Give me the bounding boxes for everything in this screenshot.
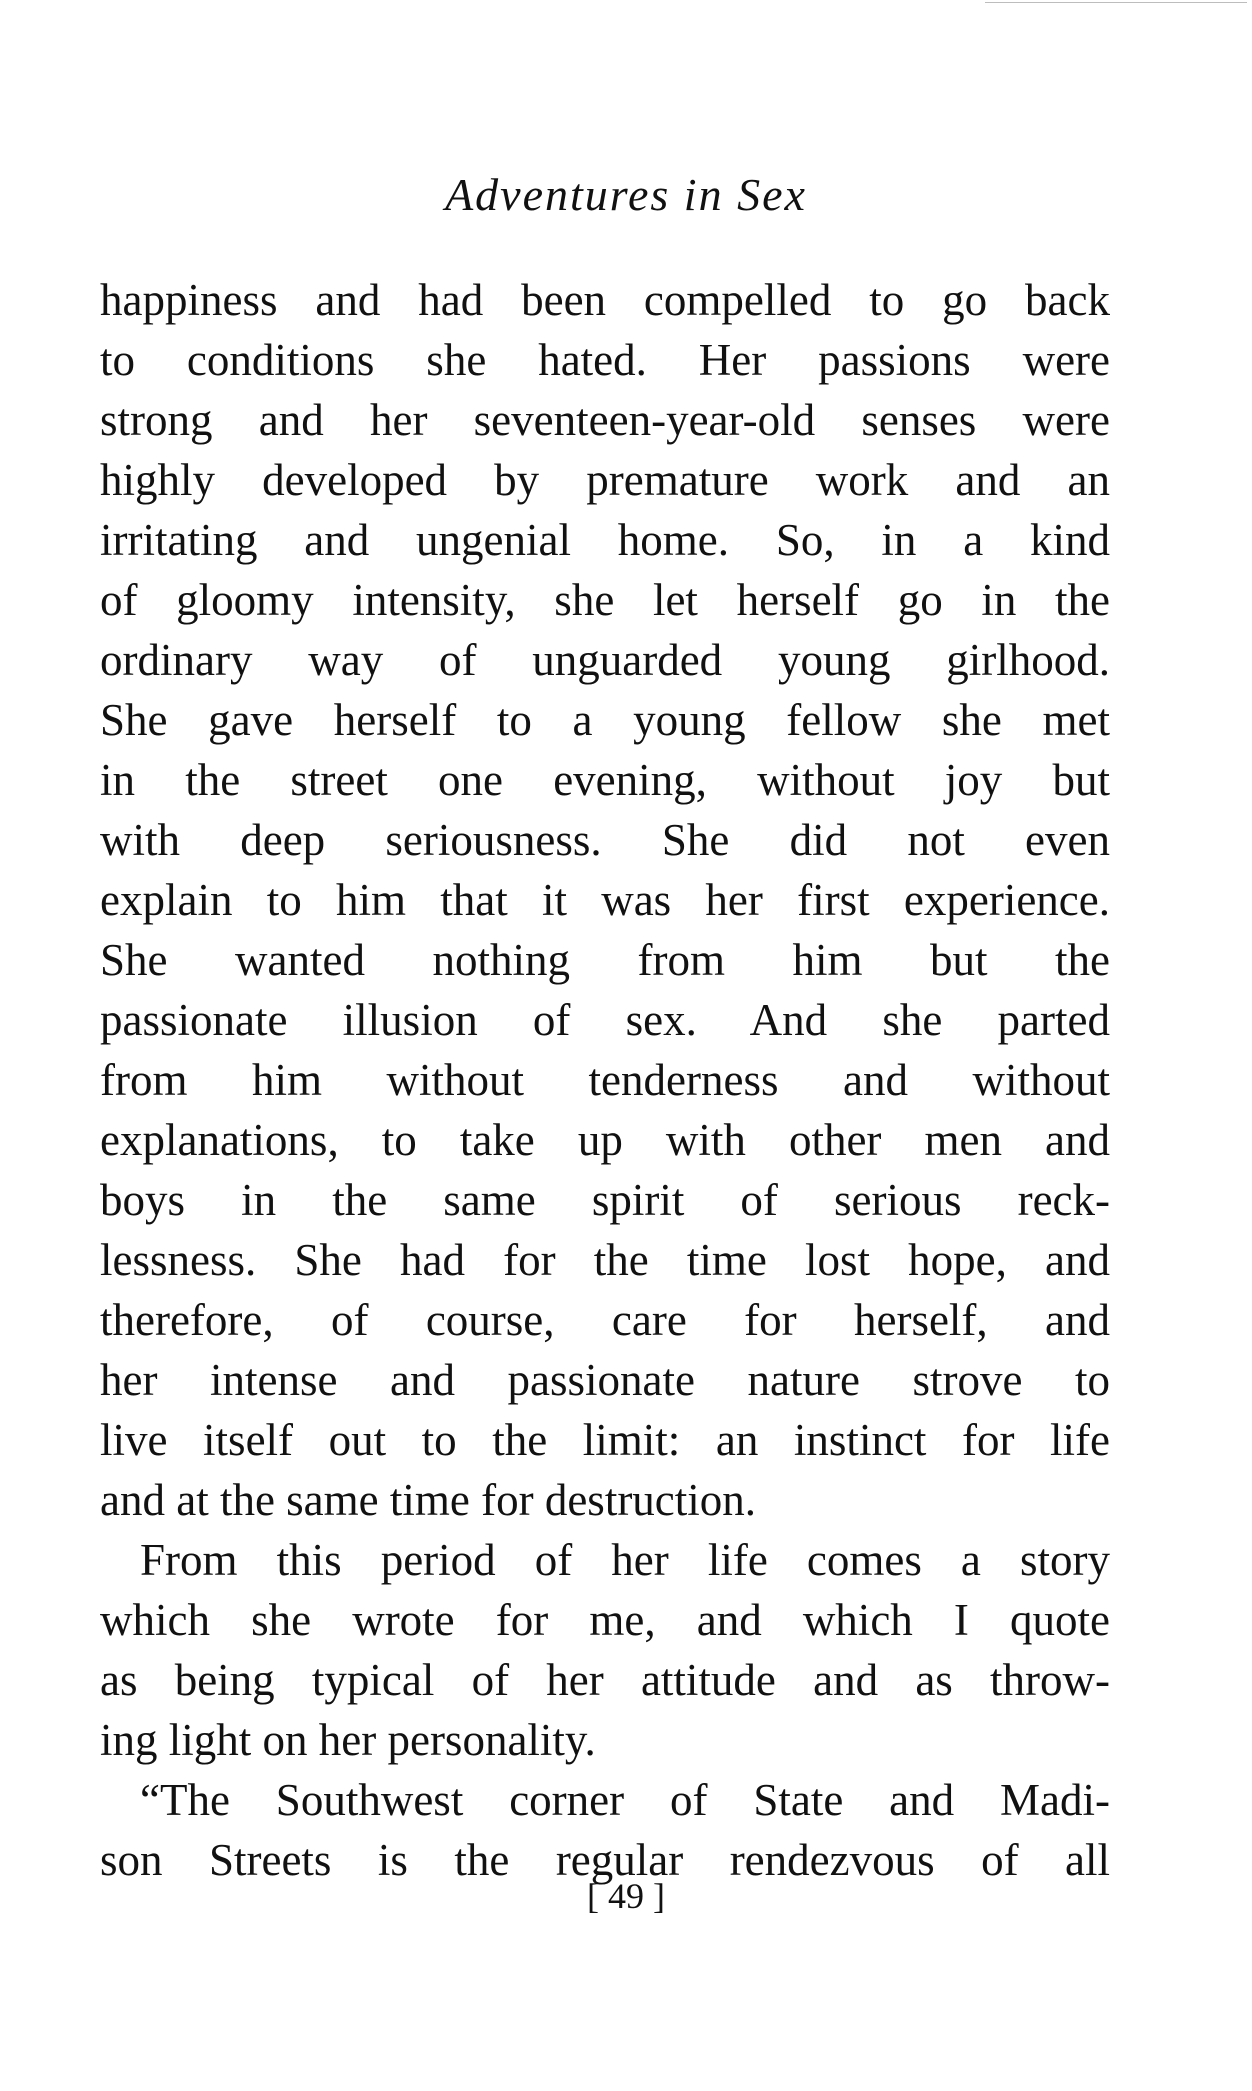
body-text <box>100 270 1110 1890</box>
text-line: explain to him that it was her first experience. <box>100 875 1110 925</box>
text-line: live itself out to the limit: an instinct for life <box>100 1415 1110 1465</box>
text-line: happiness and had been compelled to go back <box>100 275 1110 325</box>
text-line: lessness. She had for the time lost hope, and <box>100 1235 1110 1285</box>
top-edge-rule <box>985 2 1247 3</box>
text-line: in the street one evening, without joy but <box>100 755 1110 805</box>
text-line: explanations, to take up with other men and <box>100 1115 1110 1165</box>
text-line: strong and her seventeen-year-old senses were <box>100 395 1110 445</box>
text-line: with deep seriousness. She did not even <box>100 815 1110 865</box>
text-line: to conditions she hated. Her passions were <box>100 335 1110 385</box>
text-line: of gloomy intensity, she let herself go in the <box>100 575 1110 625</box>
text-line: irritating and ungenial home. So, in a kind <box>100 515 1110 565</box>
text-line: passionate illusion of sex. And she parted <box>100 995 1110 1045</box>
text-line: “The Southwest corner of State and Madi- <box>140 1775 1110 1825</box>
text-line: which she wrote for me, and which I quote <box>100 1595 1110 1645</box>
text-line: ing light on her personality. <box>100 1715 596 1765</box>
text-line: as being typical of her attitude and as throw- <box>100 1655 1110 1705</box>
text-line: therefore, of course, care for herself, and <box>100 1295 1110 1345</box>
text-line: and at the same time for destruction. <box>100 1475 757 1525</box>
text-line: She gave herself to a young fellow she met <box>100 695 1110 745</box>
text-line: boys in the same spirit of serious reck- <box>100 1175 1110 1225</box>
page-number: [ 49 ] <box>587 1876 665 1916</box>
running-head: Adventures in Sex <box>445 169 807 220</box>
text-line: She wanted nothing from him but the <box>100 935 1110 985</box>
text-line: ordinary way of unguarded young girlhood. <box>100 635 1110 685</box>
text-line: her intense and passionate nature strove to <box>100 1355 1110 1405</box>
text-line: highly developed by premature work and an <box>100 455 1110 505</box>
text-line: from him without tenderness and without <box>100 1055 1110 1105</box>
text-line: son Streets is the regular rendezvous of all <box>100 1835 1110 1885</box>
text-line: From this period of her life comes a story <box>140 1535 1110 1585</box>
